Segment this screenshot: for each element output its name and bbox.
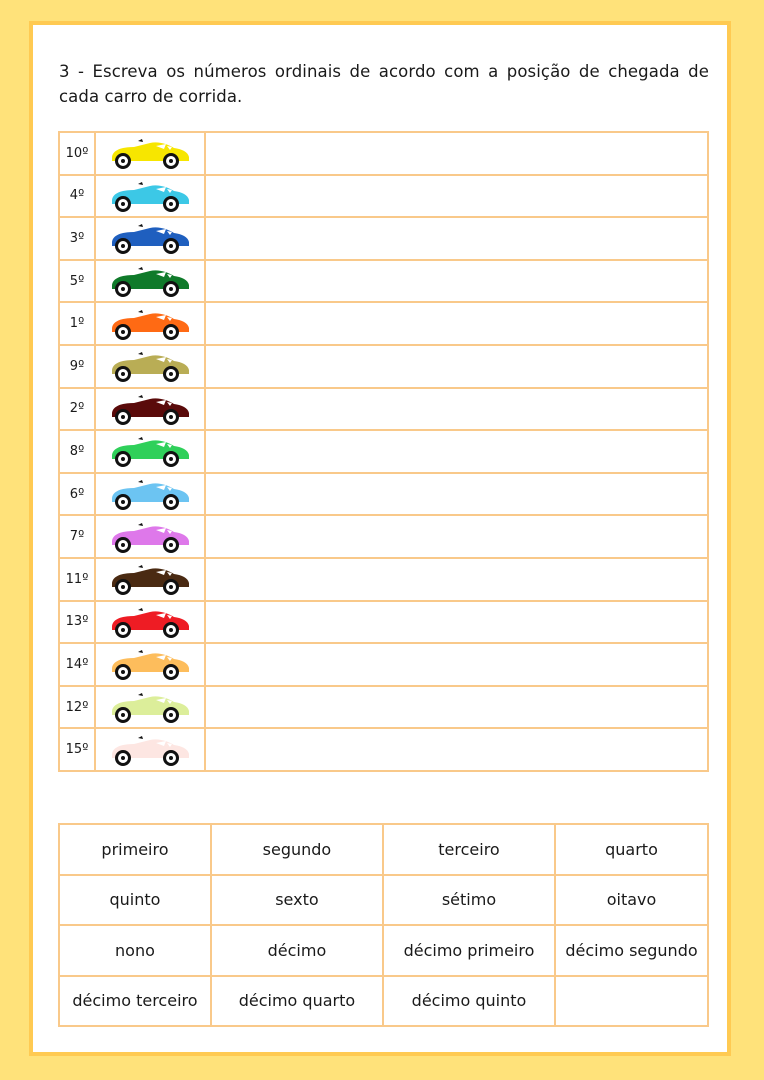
position-label: 8º [59, 430, 95, 473]
position-label: 11º [59, 558, 95, 601]
race-row [59, 473, 708, 516]
race-car-icon [108, 307, 192, 341]
answer-field[interactable] [205, 686, 708, 729]
race-car-icon [108, 647, 192, 681]
ordinal-word: sexto [211, 875, 383, 926]
race-row [59, 388, 708, 431]
race-row [59, 430, 708, 473]
ordinal-word: décimo quarto [211, 976, 383, 1027]
word-bank-table [58, 823, 709, 1027]
race-row [59, 515, 708, 558]
answer-field[interactable] [205, 728, 708, 771]
race-table [58, 131, 709, 772]
ordinal-word: sétimo [383, 875, 555, 926]
race-car-cell [95, 643, 205, 686]
race-car-icon [108, 605, 192, 639]
ordinal-word: segundo [211, 824, 383, 875]
race-car-cell [95, 515, 205, 558]
ordinal-word: quinto [59, 875, 211, 926]
ordinal-word: terceiro [383, 824, 555, 875]
race-car-cell [95, 728, 205, 771]
ordinal-word: quarto [555, 824, 708, 875]
race-row [59, 686, 708, 729]
race-car-cell [95, 260, 205, 303]
answer-field[interactable] [205, 388, 708, 431]
position-label: 6º [59, 473, 95, 516]
answer-field[interactable] [205, 558, 708, 601]
ordinal-word: nono [59, 925, 211, 976]
race-car-cell [95, 175, 205, 218]
answer-field[interactable] [205, 132, 708, 175]
race-row [59, 302, 708, 345]
race-car-cell [95, 217, 205, 260]
position-label: 7º [59, 515, 95, 558]
race-car-cell [95, 388, 205, 431]
answer-field[interactable] [205, 473, 708, 516]
race-car-cell [95, 473, 205, 516]
race-row [59, 728, 708, 771]
position-label: 12º [59, 686, 95, 729]
race-row [59, 601, 708, 644]
race-car-cell [95, 345, 205, 388]
race-car-icon [108, 690, 192, 724]
race-car-cell [95, 686, 205, 729]
position-label: 4º [59, 175, 95, 218]
race-row [59, 643, 708, 686]
ordinal-word: décimo quinto [383, 976, 555, 1027]
position-label: 3º [59, 217, 95, 260]
answer-field[interactable] [205, 217, 708, 260]
position-label: 15º [59, 728, 95, 771]
race-car-cell [95, 601, 205, 644]
answer-field[interactable] [205, 515, 708, 558]
answer-field[interactable] [205, 260, 708, 303]
race-row [59, 217, 708, 260]
word-bank-row [59, 875, 708, 926]
position-label: 2º [59, 388, 95, 431]
position-label: 10º [59, 132, 95, 175]
race-car-cell [95, 302, 205, 345]
position-label: 14º [59, 643, 95, 686]
answer-field[interactable] [205, 430, 708, 473]
word-bank-row [59, 824, 708, 875]
position-label: 13º [59, 601, 95, 644]
race-car-cell [95, 430, 205, 473]
race-car-icon [108, 562, 192, 596]
race-car-icon [108, 392, 192, 426]
race-car-icon [108, 136, 192, 170]
ordinal-word: décimo primeiro [383, 925, 555, 976]
race-row [59, 558, 708, 601]
ordinal-word: décimo [211, 925, 383, 976]
race-car-icon [108, 349, 192, 383]
ordinal-word: décimo segundo [555, 925, 708, 976]
position-label: 9º [59, 345, 95, 388]
answer-field[interactable] [205, 643, 708, 686]
race-row [59, 175, 708, 218]
race-row [59, 260, 708, 303]
answer-field[interactable] [205, 345, 708, 388]
answer-field[interactable] [205, 175, 708, 218]
race-car-icon [108, 520, 192, 554]
word-bank-row [59, 976, 708, 1027]
race-car-cell [95, 132, 205, 175]
race-car-icon [108, 179, 192, 213]
instruction-text: 3 - Escreva os números ordinais de acordo com a posição de chegada de cada carro de corrida. [59, 62, 709, 106]
ordinal-word: décimo terceiro [59, 976, 211, 1027]
position-label: 5º [59, 260, 95, 303]
race-car-icon [108, 733, 192, 767]
race-car-icon [108, 221, 192, 255]
race-row [59, 345, 708, 388]
position-label: 1º [59, 302, 95, 345]
race-car-icon [108, 477, 192, 511]
answer-field[interactable] [205, 601, 708, 644]
ordinal-word: oitavo [555, 875, 708, 926]
race-car-icon [108, 264, 192, 298]
ordinal-word [555, 976, 708, 1027]
race-car-cell [95, 558, 205, 601]
answer-field[interactable] [205, 302, 708, 345]
worksheet-page [29, 21, 731, 1056]
race-car-icon [108, 434, 192, 468]
race-row [59, 132, 708, 175]
word-bank-row [59, 925, 708, 976]
ordinal-word: primeiro [59, 824, 211, 875]
